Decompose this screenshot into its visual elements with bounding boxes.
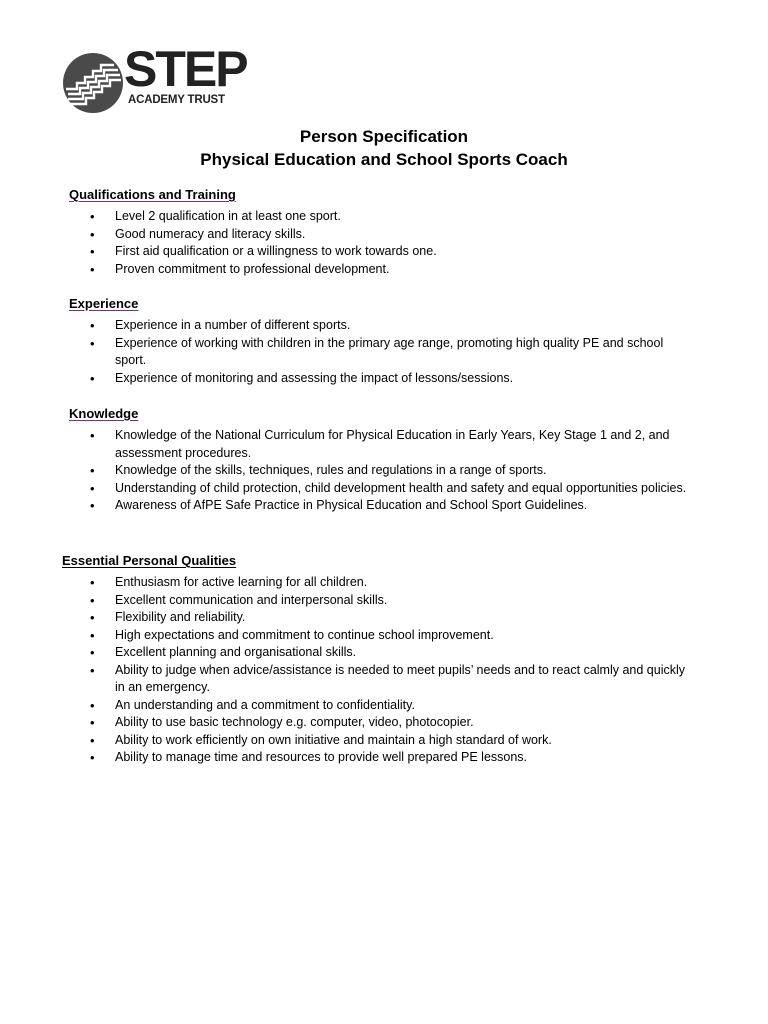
list-item: • An understanding and a commitment to confidentiality. [0, 697, 695, 715]
list-item: • Knowledge of the skills, techniques, rules and regulations in a range of sports. [0, 462, 695, 480]
document-subtitle: Physical Education and School Sports Coach [200, 150, 568, 169]
list-item: • Flexibility and reliability. [0, 609, 695, 627]
personal-qualities-list [0, 574, 768, 767]
document-title: Person Specification [299, 127, 469, 146]
list-item: • Proven commitment to professional development. [0, 261, 695, 279]
section-heading-knowledge: Knowledge [69, 406, 139, 421]
logo-subtitle: ACADEMY TRUST [128, 94, 225, 106]
knowledge-list [0, 427, 768, 515]
section-heading-experience: Experience [69, 296, 139, 311]
list-item: • Ability to use basic technology e.g. computer, video, photocopier. [0, 714, 695, 732]
list-item: • Ability to manage time and resources to provide well prepared PE lessons. [0, 749, 695, 767]
list-item: • First aid qualification or a willingness to work towards one. [0, 243, 695, 261]
list-item: • Awareness of AfPE Safe Practice in Physical Education and School Sport Guidelines. [0, 497, 695, 515]
list-item: • Experience of monitoring and assessing the impact of lessons/sessions. [0, 370, 695, 388]
qualifications-list [0, 208, 768, 278]
list-item: • Knowledge of the National Curriculum for Physical Education in Early Years, Key Stage 1 and 2, and assessment procedures. [0, 427, 695, 462]
section-heading-personal-qualities: Essential Personal Qualities [62, 553, 237, 568]
list-item: • Good numeracy and literacy skills. [0, 226, 695, 244]
section-heading-qualifications: Qualifications and Training [69, 187, 236, 202]
list-item: • Enthusiasm for active learning for all children. [0, 574, 695, 592]
step-academy-trust-logo [62, 41, 262, 114]
list-item: • High expectations and commitment to continue school improvement. [0, 627, 695, 645]
list-item: • Excellent planning and organisational skills. [0, 644, 695, 662]
step-logo-mark-icon [62, 52, 124, 114]
experience-list [0, 317, 768, 387]
list-item: • Level 2 qualification in at least one sport. [0, 208, 695, 226]
logo-wordmark: STEP [124, 41, 247, 97]
list-item: • Understanding of child protection, child development health and safety and equal opportunities policies. [0, 480, 695, 498]
list-item: • Experience of working with children in the primary age range, promoting high quality PE and school sport. [0, 335, 695, 370]
list-item: • Ability to work efficiently on own initiative and maintain a high standard of work. [0, 732, 695, 750]
list-item: • Excellent communication and interpersonal skills. [0, 592, 695, 610]
list-item: • Experience in a number of different sports. [0, 317, 695, 335]
list-item: • Ability to judge when advice/assistance is needed to meet pupils’ needs and to react calmly and quickly in an emergency. [0, 662, 695, 697]
